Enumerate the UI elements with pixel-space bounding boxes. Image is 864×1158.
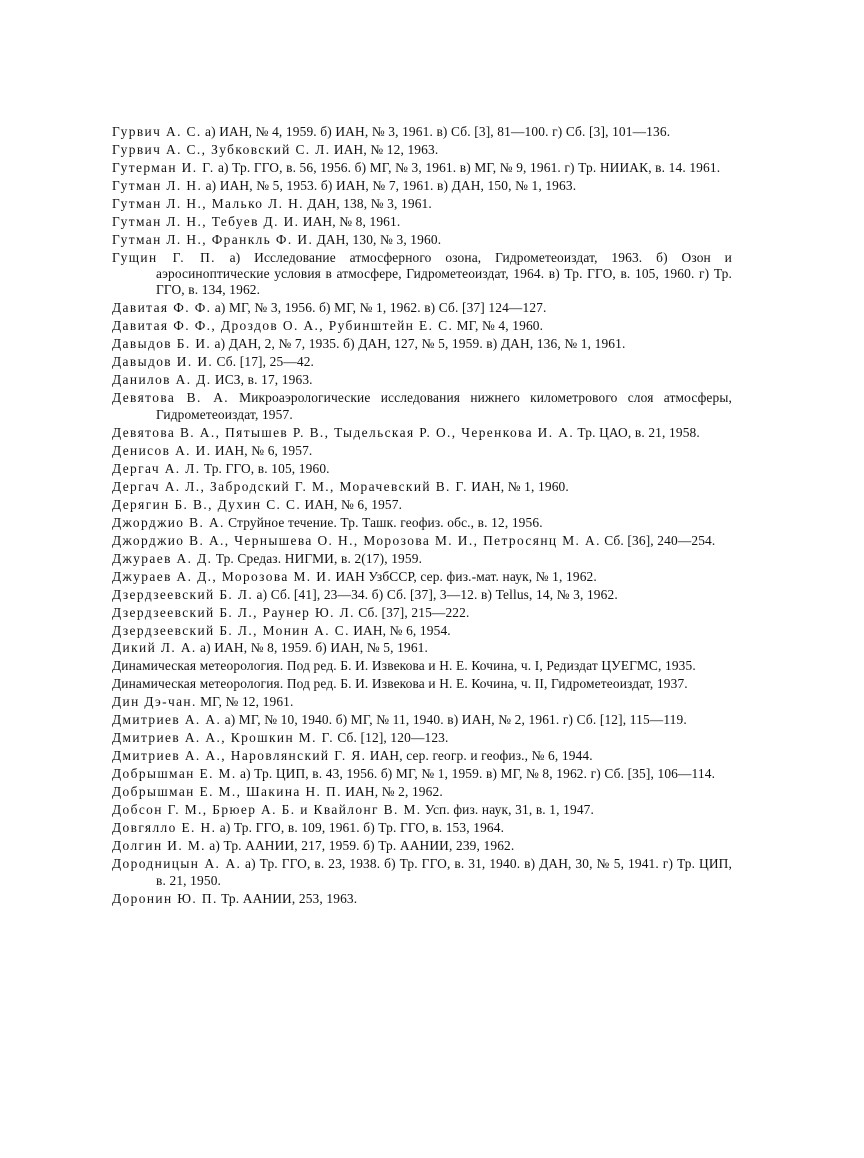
reference-entry [112, 658, 732, 674]
reference-entry [112, 605, 732, 621]
reference-author: Дергач А. Л. [112, 460, 201, 476]
reference-author: Денисов А. И. [112, 442, 212, 458]
reference-entry [112, 569, 732, 585]
reference-text: Тр. Средаз. НИГМИ, в. 2(17), 1959. [215, 550, 423, 566]
reference-entry [112, 676, 732, 692]
reference-author: Дин Дэ-чан. [112, 694, 197, 710]
reference-text: ИАН, № 1, 1960. [471, 478, 569, 494]
reference-entry [112, 784, 732, 800]
reference-entry [112, 515, 732, 531]
reference-entry [112, 372, 732, 388]
reference-author: Дмитриев А. А. [112, 712, 222, 728]
reference-author: Джураев А. Д. [112, 550, 213, 566]
reference-author: Добрышман Е. М., Шакина Н. П. [112, 784, 342, 800]
reference-entry [112, 250, 732, 299]
reference-entry [112, 533, 732, 549]
reference-entry [112, 551, 732, 567]
reference-author: Дзердзеевский Б. Л., Раунер Ю. Л. [112, 604, 355, 620]
reference-text: Сб. [37], 215—222. [358, 604, 470, 620]
reference-entry [112, 623, 732, 639]
reference-text: Тр. ЦАО, в. 21, 1958. [577, 424, 700, 440]
reference-entry [112, 766, 732, 782]
reference-text: ИАН, № 6, 1954. [353, 622, 451, 638]
reference-author: Довгялло Е. Н. [112, 820, 217, 836]
reference-entry [112, 712, 732, 728]
reference-entry [112, 497, 732, 513]
reference-author: Гутман Л. Н. [112, 177, 203, 193]
reference-text: а) Тр. ЦИП, в. 43, 1956. б) МГ, № 1, 1959. в) МГ, № 8, 1962. г) Сб. [35], 106—114. [239, 766, 716, 782]
reference-author: Дородницын А. А. [112, 856, 242, 872]
reference-author: Гутман Л. Н., Малько Л. Н. [112, 195, 304, 211]
reference-entry [112, 214, 732, 230]
reference-text: а) Тр. ГГО, в. 23, 1938. б) Тр. ГГО, в. 31, 1940. в) ДАН, 30, № 5, 1941. г) Тр. ЦИП, в. 21, 1950. [156, 856, 732, 888]
reference-author: Давитая Ф. Ф., Дроздов О. А., Рубинштейн Е. С. [112, 318, 454, 334]
reference-text: а) Тр. ГГО, в. 109, 1961. б) Тр. ГГО, в. 153, 1964. [219, 820, 505, 836]
reference-entry [112, 318, 732, 334]
reference-author: Дерягин Б. В., Духин С. С. [112, 496, 302, 512]
reference-entry [112, 461, 732, 477]
reference-author: Дмитриев А. А., Наровлянский Г. Я. [112, 748, 367, 764]
reference-text: Микроаэрологические исследования нижнего километрового слоя атмосферы, Гидрометеоиздат, 1957. [156, 390, 732, 422]
reference-text: Тр. ГГО, в. 105, 1960. [203, 460, 330, 476]
reference-text: а) Сб. [41], 23—34. б) Сб. [37], 3—12. в) Tellus, 14, № 3, 1962. [256, 586, 618, 602]
reference-text: а) ИАН, № 4, 1959. б) ИАН, № 3, 1961. в) Сб. [3], 81—100. г) Сб. [3], 101—136. [205, 124, 671, 139]
reference-author: Девятова В. А. [112, 390, 230, 406]
reference-author: Добрышман Е. М. [112, 766, 237, 782]
reference-text: а) Тр. ААНИИ, 217, 1959. б) Тр. ААНИИ, 239, 1962. [209, 838, 515, 854]
reference-text: ИАН, сер. геогр. и геофиз., № 6, 1944. [369, 748, 593, 764]
reference-entry [112, 300, 732, 316]
reference-text: ИАН, № 2, 1962. [345, 784, 443, 800]
reference-text: Сб. [36], 240—254. [604, 532, 716, 548]
reference-text: а) МГ, № 3, 1956. б) МГ, № 1, 1962. в) Сб. [37] 124—127. [214, 300, 547, 316]
reference-text: а) МГ, № 10, 1940. б) МГ, № 11, 1940. в) ИАН, № 2, 1961. г) Сб. [12], 115—119. [224, 712, 687, 728]
reference-text: а) ИАН, № 5, 1953. б) ИАН, № 7, 1961. в) ДАН, 150, № 1, 1963. [205, 177, 577, 193]
reference-author: Доронин Ю. П. [112, 890, 218, 906]
reference-entry [112, 425, 732, 441]
reference-text: ДАН, 138, № 3, 1961. [307, 195, 432, 211]
reference-author: Дмитриев А. А., Крошкин М. Г. [112, 730, 334, 746]
reference-author: Давыдов И. И. [112, 354, 214, 370]
reference-text: МГ, № 4, 1960. [456, 318, 544, 334]
reference-author: Дзердзеевский Б. Л., Монин А. С. [112, 622, 350, 638]
reference-entry [112, 178, 732, 194]
reference-author: Дикий Л. А. [112, 640, 197, 656]
reference-author: Данилов А. Д. [112, 372, 212, 388]
reference-entry [112, 124, 732, 140]
reference-text: Сб. [12], 120—123. [337, 730, 449, 746]
reference-entry [112, 587, 732, 603]
reference-text: ИСЗ, в. 17, 1963. [214, 372, 313, 388]
reference-entry [112, 730, 732, 746]
reference-text: ИАН, № 6, 1957. [214, 442, 313, 458]
reference-entry [112, 354, 732, 370]
reference-author: Долгин И. М. [112, 838, 206, 854]
reference-entry [112, 336, 732, 352]
reference-author: Давыдов Б. И. [112, 336, 212, 352]
reference-author: Дергач А. Л., Забродский Г. М., Морачевский В. Г. [112, 478, 468, 494]
reference-entry [112, 802, 732, 818]
reference-author: Гутман Л. Н., Франкль Ф. И. [112, 231, 314, 247]
reference-text: ИАН УзбССР, сер. физ.-мат. наук, № 1, 1962. [335, 568, 597, 584]
reference-text: МГ, № 12, 1961. [200, 694, 294, 710]
reference-entry [112, 390, 732, 423]
reference-entry [112, 694, 732, 710]
reference-text: ИАН, № 12, 1963. [333, 141, 439, 157]
reference-entry [112, 838, 732, 854]
reference-entry [112, 479, 732, 495]
reference-entry [112, 160, 732, 176]
reference-text: ДАН, 130, № 3, 1960. [316, 231, 442, 247]
reference-text: Усп. физ. наук, 31, в. 1, 1947. [424, 802, 595, 818]
reference-text: Струйное течение. Тр. Ташк. геофиз. обс., в. 12, 1956. [228, 514, 543, 530]
reference-author: Гущин Г. П. [112, 249, 216, 265]
reference-text: Сб. [17], 25—42. [216, 354, 315, 370]
reference-entry [112, 232, 732, 248]
reference-author: Гутман Л. Н., Тебуев Д. И. [112, 213, 300, 229]
reference-author: Гурвич А. С., Зубковский С. Л. [112, 141, 331, 157]
reference-author: Давитая Ф. Ф. [112, 300, 212, 316]
reference-text: а) Исследование атмосферного озона, Гидрометеоиздат, 1963. б) Озон и аэросиноптические условия в атмосфере, Гидрометеоиздат, 1964. в) Тр. ГГО, в. 105, 1960. г) Тр. ГГО, в. 134, 1962. [156, 249, 733, 298]
reference-author: Гурвич А. С. [112, 124, 202, 139]
reference-entry [112, 443, 732, 459]
reference-text: а) Тр. ГГО, в. 56, 1956. б) МГ, № 3, 1961. в) МГ, № 9, 1961. г) Тр. НИИАК, в. 14. 1961. [217, 159, 721, 175]
reference-author: Добсон Г. М., Брюер А. Б. и Квайлонг В. М. [112, 802, 422, 818]
reference-author: Джураев А. Д., Морозова М. И. [112, 568, 333, 584]
reference-text: а) ДАН, 2, № 7, 1935. б) ДАН, 127, № 5, 1959. в) ДАН, 136, № 1, 1961. [214, 336, 626, 352]
reference-entry [112, 196, 732, 212]
reference-entry [112, 856, 732, 889]
reference-text: Динамическая метеорология. Под ред. Б. И. Извекова и Н. Е. Кочина, ч. II, Гидрометеоиздат, 1937. [112, 676, 688, 692]
reference-text: Тр. ААНИИ, 253, 1963. [221, 890, 358, 906]
reference-author: Джорджио В. А., Чернышева О. Н., Морозова М. И., Петросянц М. А. [112, 532, 601, 548]
reference-author: Девятова В. А., Пятышев Р. В., Тыдельская Р. О., Черенкова И. А. [112, 424, 575, 440]
reference-entry [112, 640, 732, 656]
reference-entry [112, 748, 732, 764]
reference-text: ИАН, № 8, 1961. [302, 213, 401, 229]
reference-text: ИАН, № 6, 1957. [304, 496, 403, 512]
reference-text: Динамическая метеорология. Под ред. Б. И. Извекова и Н. Е. Кочина, ч. I, Редиздат ЦУЕГМС, 1935. [112, 658, 696, 674]
reference-author: Дзердзеевский Б. Л. [112, 586, 254, 602]
reference-entry [112, 891, 732, 907]
reference-text: а) ИАН, № 8, 1959. б) ИАН, № 5, 1961. [200, 640, 429, 656]
reference-author: Джорджио В. А. [112, 514, 225, 530]
reference-list [112, 124, 732, 909]
reference-entry [112, 820, 732, 836]
reference-author: Гутерман И. Г. [112, 159, 215, 175]
reference-entry [112, 142, 732, 158]
